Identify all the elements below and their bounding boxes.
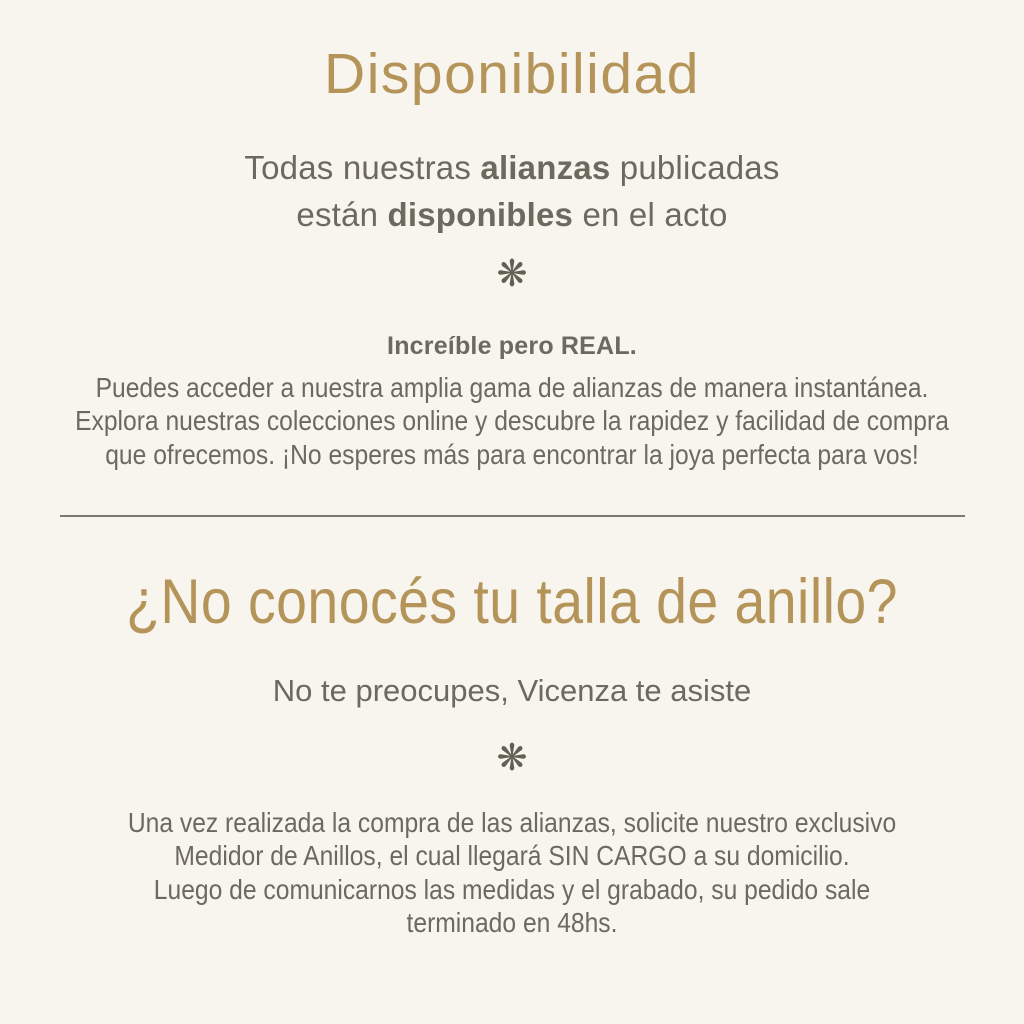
text-segment-bold: disponibles	[387, 195, 574, 233]
asterisk-divider-icon: ❋	[496, 251, 528, 295]
text-line	[2, 906, 1023, 940]
asterisk-divider-icon: ❋	[496, 735, 528, 779]
text-segment: terminado en 48hs.	[406, 907, 618, 939]
text-line	[0, 145, 1024, 192]
text-line	[2, 839, 1023, 873]
text-segment: te asiste	[627, 673, 752, 709]
text-line	[2, 806, 1023, 840]
text-segment: Todas nuestras	[244, 149, 481, 186]
availability-title: Disponibilidad	[324, 42, 700, 106]
text-segment: en el acto	[573, 195, 728, 233]
text-segment-bold: Medidor de Anillos	[174, 840, 376, 872]
section-divider	[60, 515, 965, 517]
text-line	[2, 404, 1023, 437]
availability-subtitle	[0, 145, 1024, 239]
text-segment-bold: alianzas	[480, 149, 611, 186]
text-segment: Una vez realizada la compra de las alianzas, solicite nuestro exclusivo	[127, 806, 897, 838]
text-segment-bold: SIN CARGO	[548, 840, 687, 872]
text-segment: a su domicilio.	[686, 840, 850, 872]
text-segment-bold: Vicenza	[517, 673, 628, 709]
text-line	[0, 192, 1024, 239]
ring-size-subtitle	[0, 669, 1024, 712]
text-segment: que ofrecemos. ¡No esperes más para encontrar la joya perfecta para vos!	[105, 438, 919, 470]
text-line	[2, 438, 1023, 471]
availability-section	[0, 0, 1024, 471]
ring-size-body-text	[2, 806, 1023, 940]
text-segment: publicadas	[610, 149, 780, 186]
text-segment: Luego de comunicarnos las medidas y el grabado, su pedido sale	[153, 873, 871, 905]
availability-lead-heading: Increíble pero REAL.	[387, 331, 637, 360]
text-segment: No te preocupes,	[272, 673, 518, 709]
text-segment: , el cual llegará	[375, 840, 549, 872]
text-segment: Puedes acceder a nuestra amplia gama de alianzas de manera instantánea.	[95, 372, 929, 404]
text-line	[2, 371, 1023, 404]
ring-size-section	[0, 567, 1024, 940]
text-line	[0, 669, 1024, 712]
text-line	[2, 873, 1023, 907]
ring-size-title: ¿No conocés tu talla de anillo?	[126, 566, 898, 637]
availability-body-text	[2, 371, 1023, 471]
text-segment: Explora nuestras colecciones online y descubre la rapidez y facilidad de compra	[75, 405, 949, 437]
text-segment: están	[296, 195, 388, 233]
